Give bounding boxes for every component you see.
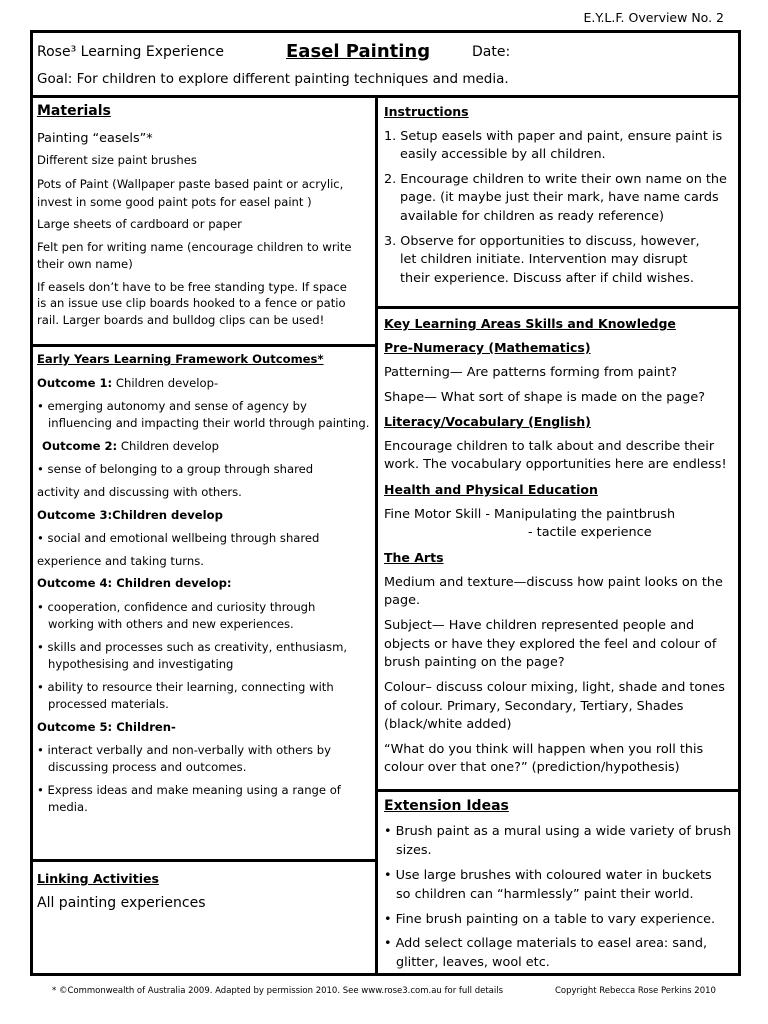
materials-heading: Materials <box>37 103 111 119</box>
learning-line: of colour. Primary, Secondary, Tertiary, Shades <box>384 699 684 714</box>
outcome-bullet: • social and emotional wellbeing through shared <box>37 531 320 545</box>
instruction-line: their experience. Discuss after if child wishes. <box>400 271 694 286</box>
learning-line: - tactile experience <box>528 525 652 540</box>
extension-line: sizes. <box>396 843 432 858</box>
learning-line: “What do you think will happen when you roll this <box>384 742 704 757</box>
eylf-heading: Early Years Learning Framework Outcomes* <box>37 352 324 366</box>
outcome-5-label: Outcome 5: Children- <box>37 720 176 734</box>
learning-line: Colour– discuss colour mixing, light, shade and tones <box>384 680 725 695</box>
materials-line: their own name) <box>37 257 133 271</box>
outcome-4-label: Outcome 4: Children develop: <box>37 576 232 590</box>
divider-center <box>375 95 378 976</box>
divider-linking <box>30 859 376 862</box>
outcome-1-label: Outcome 1: <box>37 376 113 390</box>
instruction-line: 3. Observe for opportunities to discuss, however, <box>384 234 700 249</box>
linking-heading: Linking Activities <box>37 871 159 886</box>
outcome-bullet: working with others and new experiences. <box>48 617 294 631</box>
learning-line: Subject— Have children represented people and <box>384 618 695 633</box>
divider-instructions <box>376 306 741 309</box>
outcome-2 <box>42 440 219 454</box>
instruction-line: available for children as ready reference) <box>400 209 665 224</box>
outcome-bullet: • cooperation, confidence and curiosity through <box>37 600 316 614</box>
materials-line: Different size paint brushes <box>37 153 197 167</box>
key-learning-heading: Key Learning Areas Skills and Knowledge <box>384 316 676 331</box>
extension-line: • Fine brush painting on a table to vary experience. <box>384 912 716 927</box>
divider-materials <box>30 344 376 347</box>
outcome-bullet: hypothesising and investigating <box>48 657 234 671</box>
outcome-bullet: • ability to resource their learning, connecting with <box>37 680 334 694</box>
materials-line: Pots of Paint (Wallpaper paste based paint or acrylic, <box>37 177 344 191</box>
outcome-bullet: discussing process and outcomes. <box>48 760 247 774</box>
materials-line: rail. Larger boards and bulldog clips can be used! <box>37 313 325 327</box>
program-name: Rose³ Learning Experience <box>37 44 224 60</box>
outcome-bullet: • emerging autonomy and sense of agency by <box>37 399 307 413</box>
extension-line: so children can “harmlessly” paint their world. <box>396 887 694 902</box>
health-heading: Health and Physical Education <box>384 482 598 497</box>
outcome-1-text: Children develop- <box>112 376 219 390</box>
outcome-bullet: influencing and impacting their world through painting. <box>48 416 370 430</box>
extension-line: glitter, leaves, wool etc. <box>396 955 550 970</box>
extension-line: • Use large brushes with coloured water in buckets <box>384 868 712 883</box>
extension-line: • Add select collage materials to easel area: sand, <box>384 936 708 951</box>
learning-line: brush painting on the page? <box>384 655 565 670</box>
learning-line: Shape— What sort of shape is made on the page? <box>384 390 706 405</box>
learning-line: colour over that one?” (prediction/hypothesis) <box>384 760 680 775</box>
learning-line: Fine Motor Skill - Manipulating the paintbrush <box>384 507 676 522</box>
learning-line: Medium and texture—discuss how paint looks on the <box>384 575 723 590</box>
arts-heading: The Arts <box>384 550 444 565</box>
learning-line: page. <box>384 593 421 608</box>
linking-text: All painting experiences <box>37 895 206 911</box>
outcome-bullet: • skills and processes such as creativity, enthusiasm, <box>37 640 348 654</box>
outcome-bullet: • interact verbally and non-verbally with others by <box>37 743 331 757</box>
instruction-line: 2. Encourage children to write their own name on the <box>384 172 727 187</box>
instruction-line: easily accessible by all children. <box>400 147 606 162</box>
outcome-bullet: activity and discussing with others. <box>37 485 242 499</box>
learning-line: Encourage children to talk about and describe their <box>384 439 715 454</box>
instructions-heading: Instructions <box>384 104 469 119</box>
outcome-bullet: • Express ideas and make meaning using a range of <box>37 783 341 797</box>
materials-line: is an issue use clip boards hooked to a fence or patio <box>37 296 346 310</box>
footer-copyright: Copyright Rebecca Rose Perkins 2010 <box>555 986 716 996</box>
divider-extension <box>376 789 741 792</box>
overview-number: E.Y.L.F. Overview No. 2 <box>583 10 724 25</box>
outcome-3-label: Outcome 3:Children develop <box>37 508 223 522</box>
materials-line: Large sheets of cardboard or paper <box>37 217 242 231</box>
extension-heading: Extension Ideas <box>384 798 509 814</box>
learning-line: (black/white added) <box>384 717 512 732</box>
outcome-bullet: processed materials. <box>48 697 169 711</box>
instruction-line: page. (it maybe just their mark, have name cards <box>400 190 719 205</box>
outcome-bullet: experience and taking turns. <box>37 554 204 568</box>
learning-line: work. The vocabulary opportunities here are endless! <box>384 457 727 472</box>
learning-line: objects or have they explored the feel and colour of <box>384 637 717 652</box>
materials-line: invest in some good paint pots for easel paint ) <box>37 195 312 209</box>
outcome-1 <box>37 377 218 391</box>
materials-line: Painting “easels”* <box>37 131 153 146</box>
divider-header <box>30 95 741 98</box>
instruction-line: let children initiate. Intervention may disrupt <box>400 252 688 267</box>
materials-line: Felt pen for writing name (encourage children to write <box>37 240 352 254</box>
outcome-bullet: • sense of belonging to a group through shared <box>37 462 314 476</box>
numeracy-heading: Pre-Numeracy (Mathematics) <box>384 340 591 355</box>
date-label: Date: <box>472 44 511 60</box>
goal-text: Goal: For children to explore different painting techniques and media. <box>37 71 509 87</box>
outcome-2-label: Outcome 2: <box>42 439 118 453</box>
materials-line: If easels don’t have to be free standing type. If space <box>37 280 347 294</box>
footer-attribution: * ©Commonwealth of Australia 2009. Adapted by permission 2010. See www.rose3.com.au for full details <box>52 986 504 996</box>
learning-line: Patterning— Are patterns forming from paint? <box>384 365 678 380</box>
outcome-bullet: media. <box>48 800 88 814</box>
page-title: Easel Painting <box>286 41 431 62</box>
outcome-2-text: Children develop <box>117 439 219 453</box>
instruction-line: 1. Setup easels with paper and paint, ensure paint is <box>384 129 723 144</box>
literacy-heading: Literacy/Vocabulary (English) <box>384 414 591 429</box>
extension-line: • Brush paint as a mural using a wide variety of brush <box>384 824 732 839</box>
